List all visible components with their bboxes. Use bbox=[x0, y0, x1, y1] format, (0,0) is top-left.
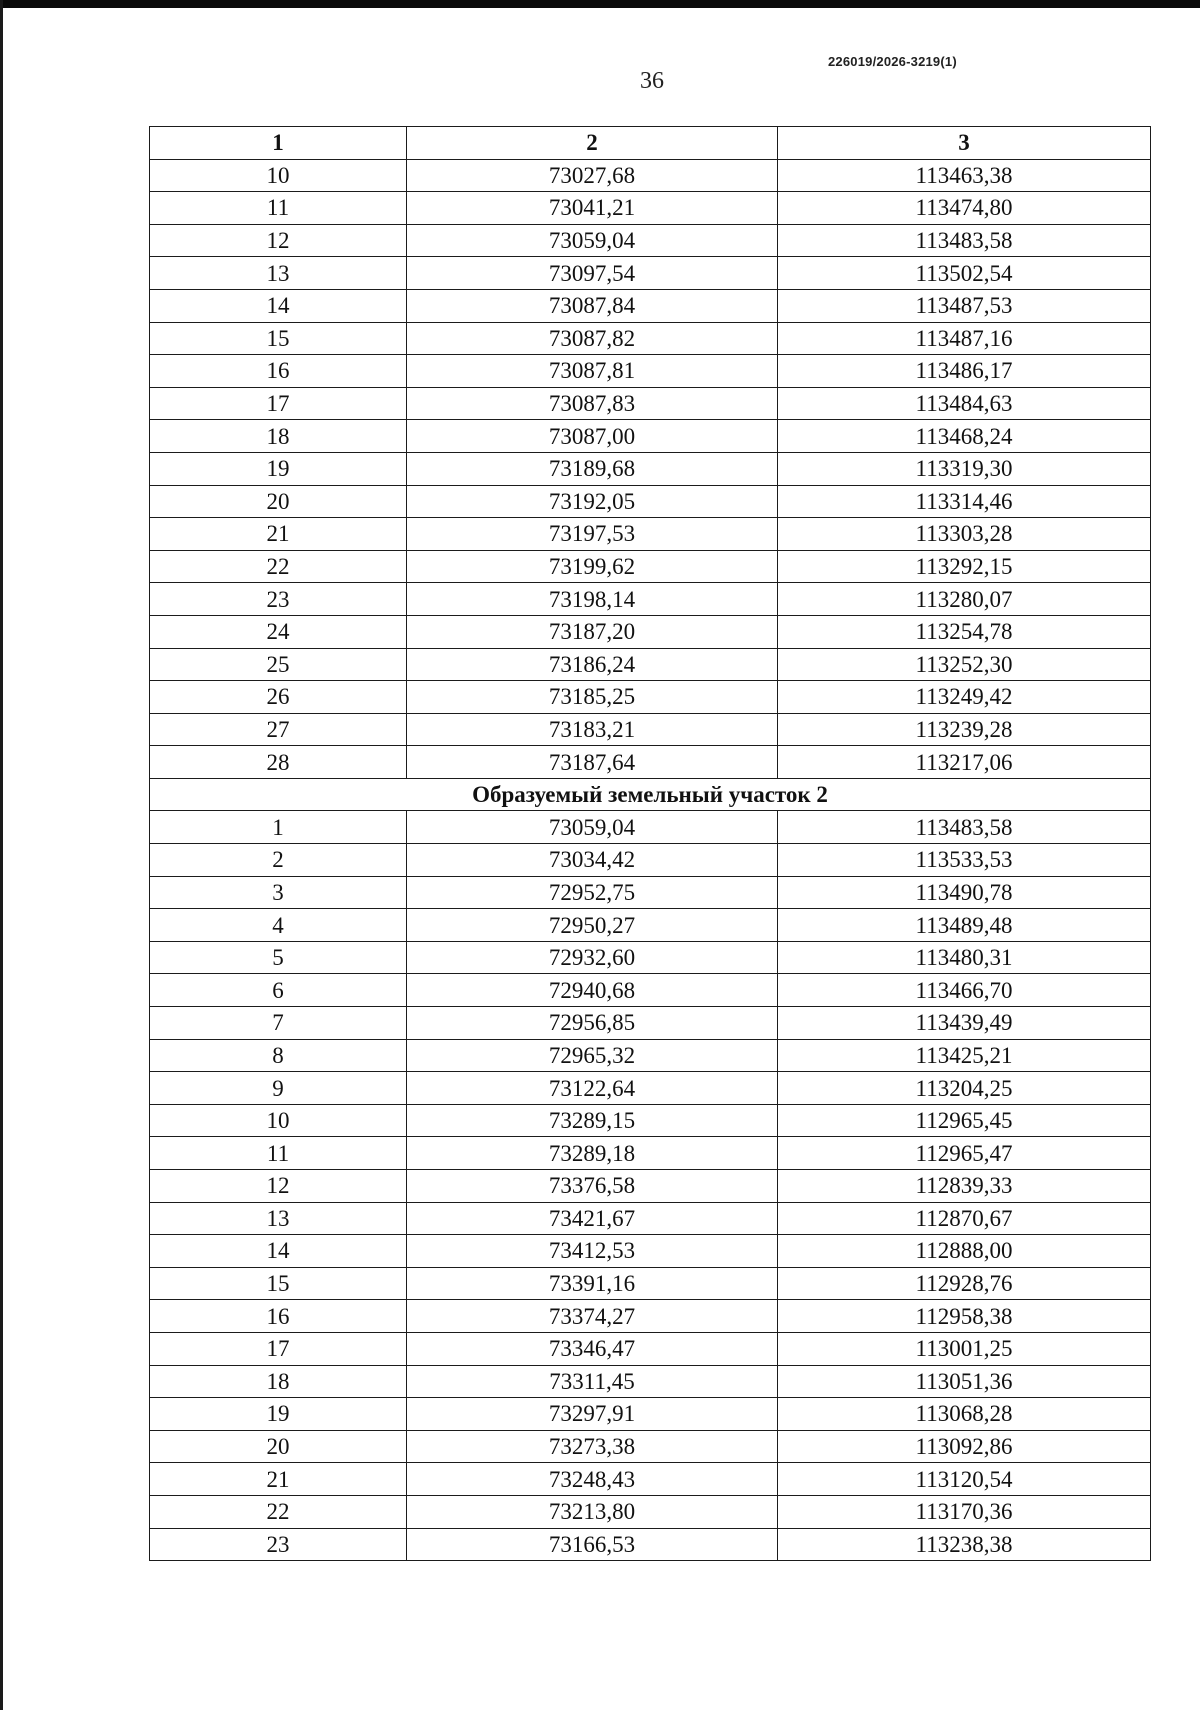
section-heading-group bbox=[150, 778, 1151, 811]
y-coordinate-cell: 113303,28 bbox=[778, 518, 1151, 551]
x-coordinate-cell: 73059,04 bbox=[407, 224, 778, 257]
x-coordinate-cell: 73273,38 bbox=[407, 1430, 778, 1463]
column-header: 1 bbox=[150, 127, 407, 160]
y-coordinate-cell: 113466,70 bbox=[778, 974, 1151, 1007]
y-coordinate-cell: 113486,17 bbox=[778, 355, 1151, 388]
table-row bbox=[150, 1463, 1151, 1496]
table-row bbox=[150, 1170, 1151, 1203]
point-number-cell: 16 bbox=[150, 1300, 407, 1333]
point-number-cell: 16 bbox=[150, 355, 407, 388]
y-coordinate-cell: 113490,78 bbox=[778, 876, 1151, 909]
x-coordinate-cell: 73166,53 bbox=[407, 1528, 778, 1561]
point-number-cell: 10 bbox=[150, 1104, 407, 1137]
y-coordinate-cell: 113292,15 bbox=[778, 550, 1151, 583]
y-coordinate-cell: 113170,36 bbox=[778, 1495, 1151, 1528]
table-row bbox=[150, 1007, 1151, 1040]
y-coordinate-cell: 113502,54 bbox=[778, 257, 1151, 290]
point-number-cell: 17 bbox=[150, 387, 407, 420]
x-coordinate-cell: 73027,68 bbox=[407, 159, 778, 192]
point-number-cell: 18 bbox=[150, 1365, 407, 1398]
y-coordinate-cell: 113468,24 bbox=[778, 420, 1151, 453]
x-coordinate-cell: 73297,91 bbox=[407, 1398, 778, 1431]
x-coordinate-cell: 73185,25 bbox=[407, 681, 778, 714]
table-row bbox=[150, 681, 1151, 714]
table-row bbox=[150, 452, 1151, 485]
point-number-cell: 20 bbox=[150, 1430, 407, 1463]
y-coordinate-cell: 112965,47 bbox=[778, 1137, 1151, 1170]
x-coordinate-cell: 73248,43 bbox=[407, 1463, 778, 1496]
y-coordinate-cell: 113483,58 bbox=[778, 811, 1151, 844]
y-coordinate-cell: 113463,38 bbox=[778, 159, 1151, 192]
point-number-cell: 23 bbox=[150, 583, 407, 616]
scan-top-border bbox=[0, 0, 1200, 8]
y-coordinate-cell: 113480,31 bbox=[778, 941, 1151, 974]
point-number-cell: 11 bbox=[150, 1137, 407, 1170]
table-row bbox=[150, 1202, 1151, 1235]
table-row bbox=[150, 811, 1151, 844]
x-coordinate-cell: 73187,64 bbox=[407, 746, 778, 779]
x-coordinate-cell: 72940,68 bbox=[407, 974, 778, 1007]
table-row bbox=[150, 1235, 1151, 1268]
x-coordinate-cell: 72965,32 bbox=[407, 1039, 778, 1072]
point-number-cell: 1 bbox=[150, 811, 407, 844]
point-number-cell: 13 bbox=[150, 1202, 407, 1235]
x-coordinate-cell: 73087,00 bbox=[407, 420, 778, 453]
table-row bbox=[150, 615, 1151, 648]
x-coordinate-cell: 73311,45 bbox=[407, 1365, 778, 1398]
table-row bbox=[150, 1495, 1151, 1528]
y-coordinate-cell: 112888,00 bbox=[778, 1235, 1151, 1268]
point-number-cell: 24 bbox=[150, 615, 407, 648]
table-body-part2 bbox=[150, 811, 1151, 1561]
x-coordinate-cell: 73122,64 bbox=[407, 1072, 778, 1105]
point-number-cell: 22 bbox=[150, 550, 407, 583]
x-coordinate-cell: 73213,80 bbox=[407, 1495, 778, 1528]
point-number-cell: 2 bbox=[150, 844, 407, 877]
x-coordinate-cell: 73189,68 bbox=[407, 452, 778, 485]
table-row bbox=[150, 1104, 1151, 1137]
point-number-cell: 9 bbox=[150, 1072, 407, 1105]
x-coordinate-cell: 73034,42 bbox=[407, 844, 778, 877]
point-number-cell: 19 bbox=[150, 452, 407, 485]
point-number-cell: 18 bbox=[150, 420, 407, 453]
x-coordinate-cell: 73087,84 bbox=[407, 289, 778, 322]
document-id: 226019/2026-3219(1) bbox=[828, 54, 957, 69]
table-row bbox=[150, 159, 1151, 192]
x-coordinate-cell: 73183,21 bbox=[407, 713, 778, 746]
point-number-cell: 11 bbox=[150, 192, 407, 225]
point-number-cell: 21 bbox=[150, 1463, 407, 1496]
point-number-cell: 14 bbox=[150, 1235, 407, 1268]
point-number-cell: 12 bbox=[150, 224, 407, 257]
x-coordinate-cell: 73186,24 bbox=[407, 648, 778, 681]
column-header: 2 bbox=[407, 127, 778, 160]
table-row bbox=[150, 550, 1151, 583]
x-coordinate-cell: 73041,21 bbox=[407, 192, 778, 225]
y-coordinate-cell: 113280,07 bbox=[778, 583, 1151, 616]
table-row bbox=[150, 909, 1151, 942]
table-row bbox=[150, 485, 1151, 518]
point-number-cell: 27 bbox=[150, 713, 407, 746]
point-number-cell: 12 bbox=[150, 1170, 407, 1203]
x-coordinate-cell: 73197,53 bbox=[407, 518, 778, 551]
table-row bbox=[150, 1430, 1151, 1463]
table-row bbox=[150, 1528, 1151, 1561]
point-number-cell: 7 bbox=[150, 1007, 407, 1040]
header-row bbox=[150, 127, 1151, 160]
table-row bbox=[150, 322, 1151, 355]
y-coordinate-cell: 112928,76 bbox=[778, 1267, 1151, 1300]
y-coordinate-cell: 113484,63 bbox=[778, 387, 1151, 420]
point-number-cell: 14 bbox=[150, 289, 407, 322]
table-row bbox=[150, 1365, 1151, 1398]
table-row bbox=[150, 583, 1151, 616]
table-row bbox=[150, 974, 1151, 1007]
x-coordinate-cell: 73346,47 bbox=[407, 1332, 778, 1365]
y-coordinate-cell: 113474,80 bbox=[778, 192, 1151, 225]
point-number-cell: 28 bbox=[150, 746, 407, 779]
table-row bbox=[150, 1332, 1151, 1365]
table-row bbox=[150, 1137, 1151, 1170]
y-coordinate-cell: 113487,16 bbox=[778, 322, 1151, 355]
y-coordinate-cell: 113483,58 bbox=[778, 224, 1151, 257]
table-row bbox=[150, 224, 1151, 257]
table-row bbox=[150, 192, 1151, 225]
table-row bbox=[150, 1072, 1151, 1105]
x-coordinate-cell: 73187,20 bbox=[407, 615, 778, 648]
point-number-cell: 19 bbox=[150, 1398, 407, 1431]
y-coordinate-cell: 112839,33 bbox=[778, 1170, 1151, 1203]
x-coordinate-cell: 73289,18 bbox=[407, 1137, 778, 1170]
y-coordinate-cell: 113120,54 bbox=[778, 1463, 1151, 1496]
y-coordinate-cell: 112870,67 bbox=[778, 1202, 1151, 1235]
x-coordinate-cell: 73087,82 bbox=[407, 322, 778, 355]
y-coordinate-cell: 113217,06 bbox=[778, 746, 1151, 779]
x-coordinate-cell: 73087,83 bbox=[407, 387, 778, 420]
x-coordinate-cell: 72932,60 bbox=[407, 941, 778, 974]
y-coordinate-cell: 113068,28 bbox=[778, 1398, 1151, 1431]
scan-left-border bbox=[0, 0, 3, 1710]
table-row bbox=[150, 518, 1151, 551]
table-row bbox=[150, 420, 1151, 453]
y-coordinate-cell: 112958,38 bbox=[778, 1300, 1151, 1333]
y-coordinate-cell: 113204,25 bbox=[778, 1072, 1151, 1105]
column-header: 3 bbox=[778, 127, 1151, 160]
table-row bbox=[150, 941, 1151, 974]
y-coordinate-cell: 113439,49 bbox=[778, 1007, 1151, 1040]
x-coordinate-cell: 73199,62 bbox=[407, 550, 778, 583]
point-number-cell: 25 bbox=[150, 648, 407, 681]
y-coordinate-cell: 113319,30 bbox=[778, 452, 1151, 485]
coordinates-table bbox=[149, 126, 1151, 1561]
x-coordinate-cell: 73198,14 bbox=[407, 583, 778, 616]
table-row bbox=[150, 648, 1151, 681]
x-coordinate-cell: 73087,81 bbox=[407, 355, 778, 388]
y-coordinate-cell: 113489,48 bbox=[778, 909, 1151, 942]
x-coordinate-cell: 73412,53 bbox=[407, 1235, 778, 1268]
table-row bbox=[150, 1267, 1151, 1300]
point-number-cell: 13 bbox=[150, 257, 407, 290]
point-number-cell: 8 bbox=[150, 1039, 407, 1072]
table-row bbox=[150, 387, 1151, 420]
y-coordinate-cell: 113425,21 bbox=[778, 1039, 1151, 1072]
y-coordinate-cell: 113051,36 bbox=[778, 1365, 1151, 1398]
y-coordinate-cell: 113238,38 bbox=[778, 1528, 1151, 1561]
x-coordinate-cell: 72956,85 bbox=[407, 1007, 778, 1040]
x-coordinate-cell: 73059,04 bbox=[407, 811, 778, 844]
x-coordinate-cell: 73421,67 bbox=[407, 1202, 778, 1235]
y-coordinate-cell: 113314,46 bbox=[778, 485, 1151, 518]
x-coordinate-cell: 72952,75 bbox=[407, 876, 778, 909]
y-coordinate-cell: 113239,28 bbox=[778, 713, 1151, 746]
point-number-cell: 21 bbox=[150, 518, 407, 551]
y-coordinate-cell: 112965,45 bbox=[778, 1104, 1151, 1137]
table-row bbox=[150, 257, 1151, 290]
point-number-cell: 10 bbox=[150, 159, 407, 192]
table-row bbox=[150, 289, 1151, 322]
x-coordinate-cell: 73374,27 bbox=[407, 1300, 778, 1333]
y-coordinate-cell: 113487,53 bbox=[778, 289, 1151, 322]
table-body-part1 bbox=[150, 159, 1151, 778]
x-coordinate-cell: 73376,58 bbox=[407, 1170, 778, 1203]
table-row bbox=[150, 1398, 1151, 1431]
table-row bbox=[150, 713, 1151, 746]
y-coordinate-cell: 113252,30 bbox=[778, 648, 1151, 681]
table-row bbox=[150, 1039, 1151, 1072]
x-coordinate-cell: 73192,05 bbox=[407, 485, 778, 518]
point-number-cell: 5 bbox=[150, 941, 407, 974]
table-row bbox=[150, 1300, 1151, 1333]
point-number-cell: 6 bbox=[150, 974, 407, 1007]
section-row bbox=[150, 778, 1151, 811]
table-row bbox=[150, 844, 1151, 877]
y-coordinate-cell: 113254,78 bbox=[778, 615, 1151, 648]
table-row bbox=[150, 746, 1151, 779]
x-coordinate-cell: 72950,27 bbox=[407, 909, 778, 942]
y-coordinate-cell: 113249,42 bbox=[778, 681, 1151, 714]
point-number-cell: 15 bbox=[150, 1267, 407, 1300]
point-number-cell: 26 bbox=[150, 681, 407, 714]
point-number-cell: 23 bbox=[150, 1528, 407, 1561]
point-number-cell: 15 bbox=[150, 322, 407, 355]
table-row bbox=[150, 355, 1151, 388]
point-number-cell: 3 bbox=[150, 876, 407, 909]
x-coordinate-cell: 73391,16 bbox=[407, 1267, 778, 1300]
table-row bbox=[150, 876, 1151, 909]
x-coordinate-cell: 73097,54 bbox=[407, 257, 778, 290]
x-coordinate-cell: 73289,15 bbox=[407, 1104, 778, 1137]
point-number-cell: 17 bbox=[150, 1332, 407, 1365]
page-number: 36 bbox=[640, 68, 664, 94]
point-number-cell: 20 bbox=[150, 485, 407, 518]
y-coordinate-cell: 113001,25 bbox=[778, 1332, 1151, 1365]
table-header bbox=[150, 127, 1151, 160]
y-coordinate-cell: 113092,86 bbox=[778, 1430, 1151, 1463]
y-coordinate-cell: 113533,53 bbox=[778, 844, 1151, 877]
point-number-cell: 22 bbox=[150, 1495, 407, 1528]
section-title: Образуемый земельный участок 2 bbox=[150, 778, 1151, 811]
point-number-cell: 4 bbox=[150, 909, 407, 942]
